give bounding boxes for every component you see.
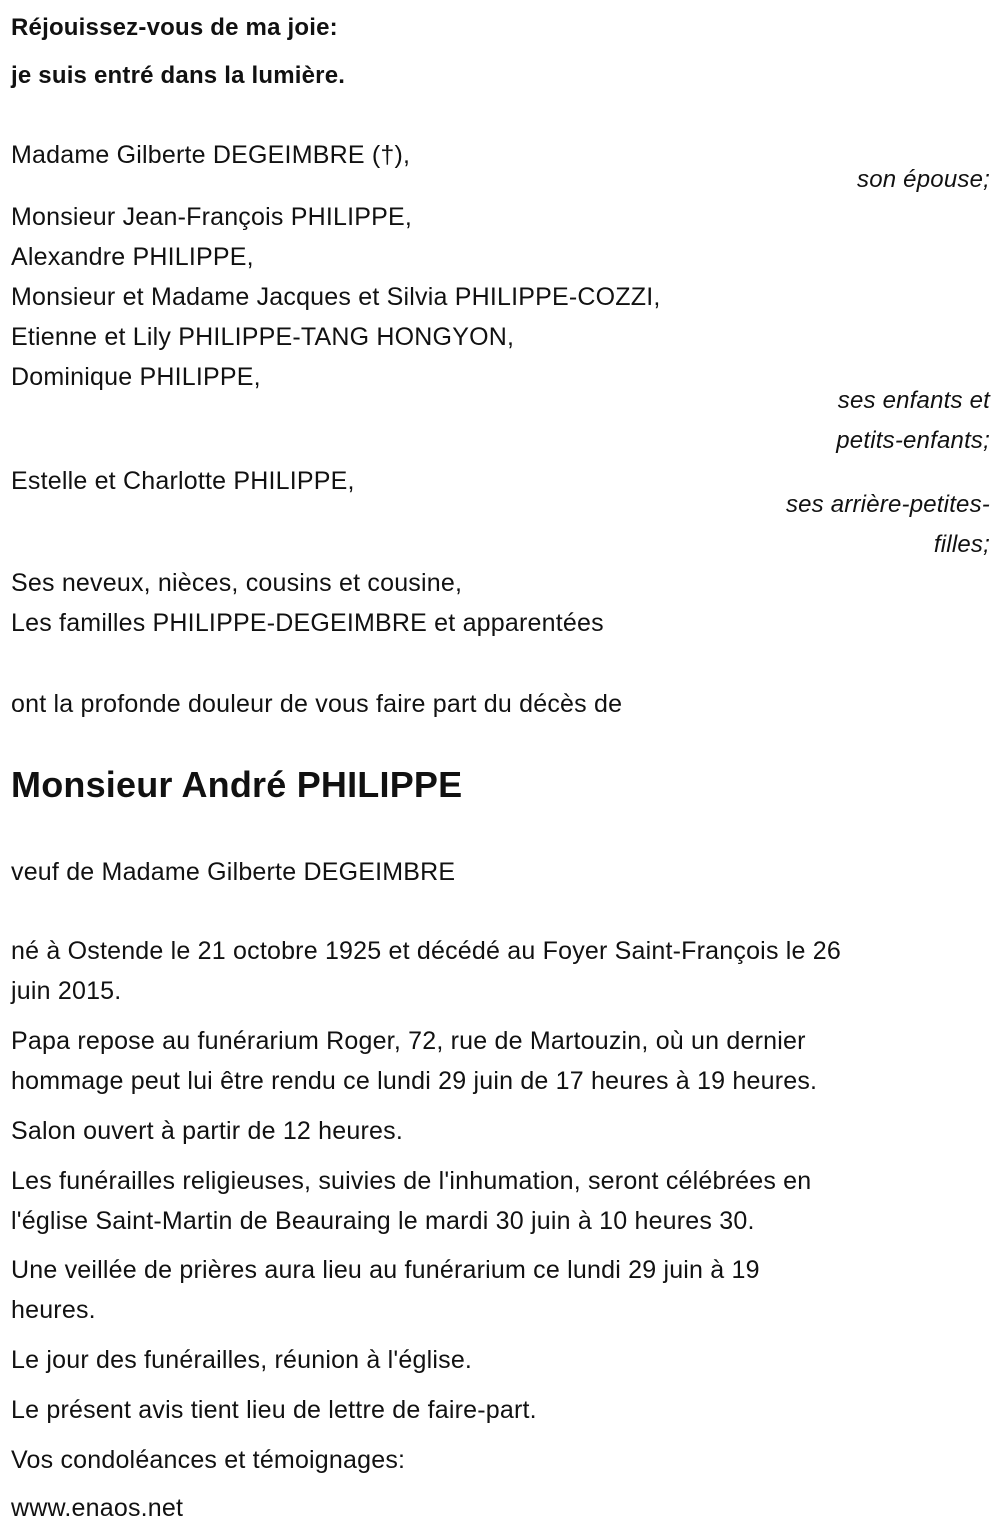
detail-line: Les funérailles religieuses, suivies de l'inhumation, seront célébrées en xyxy=(11,1167,812,1195)
detail-line: Le présent avis tient lieu de lettre de faire-part. xyxy=(11,1396,537,1424)
other-relatives: Ses neveux, nièces, cousins et cousine, xyxy=(11,569,463,597)
widower-line: veuf de Madame Gilberte DEGEIMBRE xyxy=(11,858,456,886)
website-link[interactable]: www.enaos.net xyxy=(11,1494,184,1522)
child: Dominique PHILIPPE, xyxy=(11,363,261,391)
detail-line: Vos condoléances et témoignages: xyxy=(11,1446,406,1474)
children-role: ses enfants et xyxy=(837,387,990,414)
spouse: Madame Gilberte DEGEIMBRE (†), xyxy=(11,141,411,169)
great-grandchildren: Estelle et Charlotte PHILIPPE, xyxy=(11,467,355,495)
detail-line: Papa repose au funérarium Roger, 72, rue de Martouzin, où un dernier xyxy=(11,1027,806,1055)
detail-line: heures. xyxy=(11,1296,96,1324)
great-grandchildren-role: ses arrière-petites- xyxy=(785,491,990,518)
detail-line: l'église Saint-Martin de Beauraing le mardi 30 juin à 10 heures 30. xyxy=(11,1207,755,1235)
spouse-role: son épouse; xyxy=(857,166,990,193)
detail-line: né à Ostende le 21 octobre 1925 et décédé au Foyer Saint-François le 26 xyxy=(11,937,841,965)
detail-line: Une veillée de prières aura lieu au funérarium ce lundi 29 juin à 19 xyxy=(11,1256,760,1284)
detail-line: juin 2015. xyxy=(11,977,122,1005)
announcement: ont la profonde douleur de vous faire part du décès de xyxy=(11,690,623,718)
other-relatives: Les familles PHILIPPE-DEGEIMBRE et apparentées xyxy=(11,609,604,637)
child: Etienne et Lily PHILIPPE-TANG HONGYON, xyxy=(11,323,515,351)
deceased-name: Monsieur André PHILIPPE xyxy=(11,764,463,805)
child: Monsieur Jean-François PHILIPPE, xyxy=(11,203,413,231)
child: Alexandre PHILIPPE, xyxy=(11,243,254,271)
great-grandchildren-role: filles; xyxy=(933,531,990,558)
detail-line: hommage peut lui être rendu ce lundi 29 juin de 17 heures à 19 heures. xyxy=(11,1067,818,1095)
detail-line: Salon ouvert à partir de 12 heures. xyxy=(11,1117,403,1145)
detail-line: Le jour des funérailles, réunion à l'église. xyxy=(11,1346,473,1374)
child: Monsieur et Madame Jacques et Silvia PHILIPPE-COZZI, xyxy=(11,283,661,311)
epigraph-line: je suis entré dans la lumière. xyxy=(11,62,346,89)
children-role: petits-enfants; xyxy=(836,427,990,454)
epigraph-line: Réjouissez-vous de ma joie: xyxy=(11,14,338,41)
